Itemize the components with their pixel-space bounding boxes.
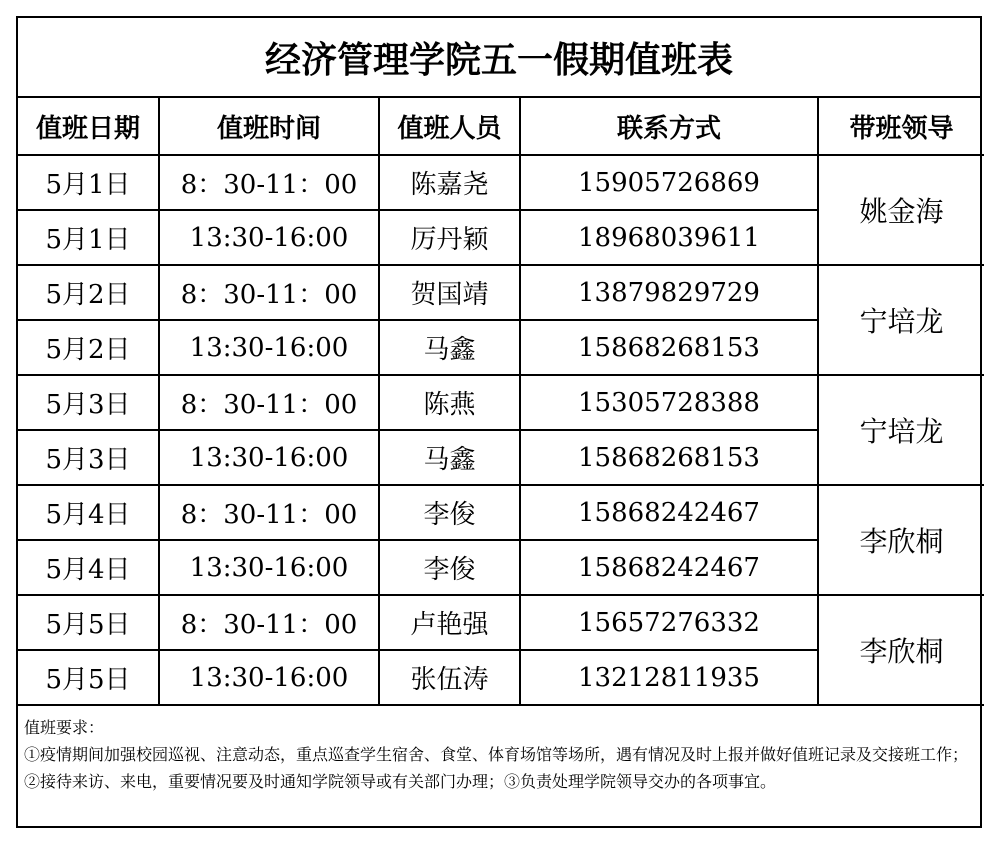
date-cell: 5月1日 xyxy=(18,210,159,265)
leader-cell: 宁培龙 xyxy=(818,375,984,485)
phone-cell: 15305728388 xyxy=(520,375,818,430)
phone-cell: 18968039611 xyxy=(520,210,818,265)
person-cell: 贺国靖 xyxy=(379,265,520,320)
time-cell: 13:30-16:00 xyxy=(159,540,379,595)
person-cell: 马鑫 xyxy=(379,430,520,485)
table-row xyxy=(18,375,984,430)
date-cell: 5月5日 xyxy=(18,595,159,650)
time-cell: 8：30-11：00 xyxy=(159,375,379,430)
requirements-text: ①疫情期间加强校园巡视、注意动态，重点巡查学生宿舍、食堂、体育场馆等场所，遇有情况及时上报并做好值班记录及交接班工作；②接待来访、来电，重要情况要及时通知学院领导或有关部门办理；③负责处理学院领导交办的各项事宜。 xyxy=(24,745,969,791)
table-row xyxy=(18,485,984,540)
person-cell: 张伍涛 xyxy=(379,650,520,705)
leader-cell: 李欣桐 xyxy=(818,485,984,595)
date-cell: 5月4日 xyxy=(18,485,159,540)
time-cell: 8：30-11：00 xyxy=(159,485,379,540)
phone-cell: 15868242467 xyxy=(520,540,818,595)
duty-requirements xyxy=(18,706,980,795)
person-cell: 陈燕 xyxy=(379,375,520,430)
phone-cell: 15657276332 xyxy=(520,595,818,650)
time-cell: 13:30-16:00 xyxy=(159,430,379,485)
requirements-heading: 值班要求： xyxy=(24,718,105,737)
table-row xyxy=(18,595,984,650)
leader-cell: 姚金海 xyxy=(818,155,984,265)
person-cell: 卢艳强 xyxy=(379,595,520,650)
column-header-person: 值班人员 xyxy=(379,98,520,155)
date-cell: 5月3日 xyxy=(18,375,159,430)
time-cell: 13:30-16:00 xyxy=(159,320,379,375)
time-cell: 8：30-11：00 xyxy=(159,265,379,320)
time-cell: 8：30-11：00 xyxy=(159,595,379,650)
date-cell: 5月5日 xyxy=(18,650,159,705)
person-cell: 陈嘉尧 xyxy=(379,155,520,210)
duty-schedule-sheet xyxy=(16,16,982,828)
table-row xyxy=(18,155,984,210)
person-cell: 李俊 xyxy=(379,540,520,595)
date-cell: 5月4日 xyxy=(18,540,159,595)
date-cell: 5月3日 xyxy=(18,430,159,485)
date-cell: 5月2日 xyxy=(18,265,159,320)
table-row xyxy=(18,265,984,320)
time-cell: 13:30-16:00 xyxy=(159,650,379,705)
date-cell: 5月1日 xyxy=(18,155,159,210)
phone-cell: 13212811935 xyxy=(520,650,818,705)
column-header-leader: 带班领导 xyxy=(818,98,984,155)
table-header-row xyxy=(18,98,984,155)
person-cell: 马鑫 xyxy=(379,320,520,375)
phone-cell: 15905726869 xyxy=(520,155,818,210)
page-title: 经济管理学院五一假期值班表 xyxy=(18,18,980,98)
phone-cell: 15868242467 xyxy=(520,485,818,540)
time-cell: 13:30-16:00 xyxy=(159,210,379,265)
phone-cell: 13879829729 xyxy=(520,265,818,320)
leader-cell: 宁培龙 xyxy=(818,265,984,375)
column-header-date: 值班日期 xyxy=(18,98,159,155)
duty-table xyxy=(18,98,984,706)
time-cell: 8：30-11：00 xyxy=(159,155,379,210)
leader-cell: 李欣桐 xyxy=(818,595,984,705)
date-cell: 5月2日 xyxy=(18,320,159,375)
column-header-contact: 联系方式 xyxy=(520,98,818,155)
person-cell: 厉丹颖 xyxy=(379,210,520,265)
phone-cell: 15868268153 xyxy=(520,320,818,375)
person-cell: 李俊 xyxy=(379,485,520,540)
phone-cell: 15868268153 xyxy=(520,430,818,485)
column-header-time: 值班时间 xyxy=(159,98,379,155)
